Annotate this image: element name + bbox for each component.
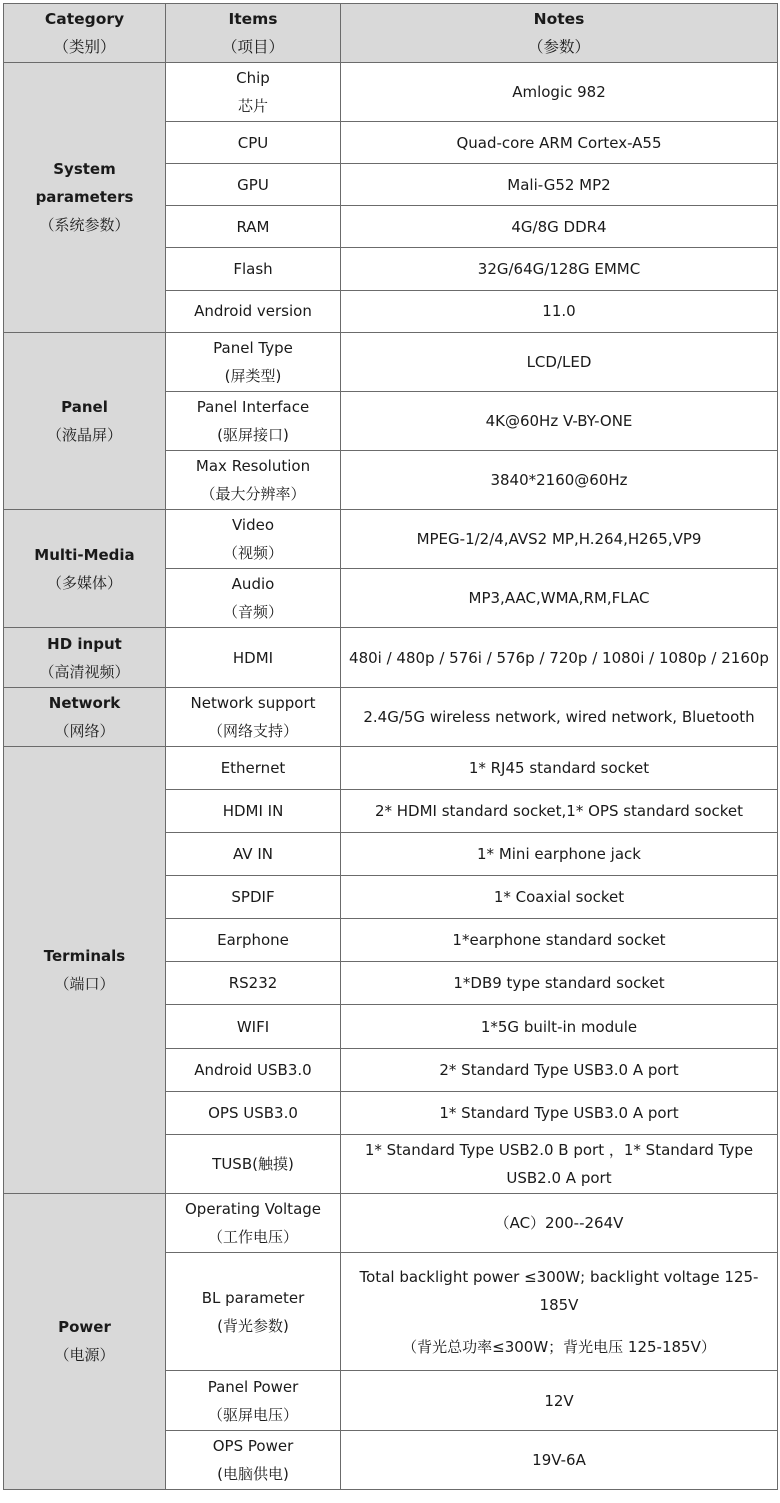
category-label-zh: （电源） [54,1346,115,1365]
item-cell: WIFI [166,1005,341,1048]
item-cell [166,1253,341,1371]
item-label: Panel Power [207,1377,299,1396]
note-cell: Mali-G52 MP2 [341,164,778,206]
note-cell: 4K@60Hz V-BY-ONE [341,391,778,450]
header-category-en: Category [44,10,125,28]
header-category [4,4,166,63]
table-row [4,628,778,687]
note-cell: 2.4G/5G wireless network, wired network, Bluetooth [341,687,778,746]
note-cell: LCD/LED [341,332,778,391]
item-cell: RS232 [166,962,341,1005]
item-label-zh: （工作电压） [207,1228,298,1247]
item-cell [166,687,341,746]
category-panel [4,332,166,509]
note-text-zh: （背光总功率≤300W；背光电压 125-185V） [402,1337,716,1356]
item-label: Max Resolution [195,457,311,476]
header-notes [341,4,778,63]
table-row [4,63,778,122]
category-label-zh: （液晶屏） [46,425,122,444]
category-system-parameters [4,63,166,333]
item-label-zh: (屏类型) [224,366,282,385]
item-label-zh: (电脑供电) [217,1464,289,1483]
note-cell: 480i / 480p / 576i / 576p / 720p / 1080i / 1080p / 2160p [341,628,778,687]
category-network [4,687,166,746]
item-cell: CPU [166,122,341,164]
category-label: Network [48,693,121,712]
note-cell: 1*DB9 type standard socket [341,962,778,1005]
header-items-zh: （项目） [221,38,284,56]
item-label: Audio [231,575,275,594]
note-cell: Amlogic 982 [341,63,778,122]
category-label: Panel [61,397,108,416]
note-cell: 1* Mini earphone jack [341,833,778,876]
header-notes-zh: （参数） [527,38,590,56]
header-items-en: Items [228,10,278,28]
note-cell: 1*earphone standard socket [341,919,778,962]
item-label-zh: （网络支持） [207,721,298,740]
item-cell [166,63,341,122]
note-cell: 2* HDMI standard socket,1* OPS standard socket [341,789,778,832]
item-cell [166,510,341,569]
item-label-zh: (背光参数) [217,1316,289,1335]
note-cell: 1* Standard Type USB2.0 B port ，1* Standard Type USB2.0 A port [341,1134,778,1193]
category-label-zh: （网络） [54,721,115,740]
category-hd-input [4,628,166,687]
note-cell: （AC）200--264V [341,1193,778,1252]
item-cell: Ethernet [166,746,341,789]
note-cell: 4G/8G DDR4 [341,206,778,248]
item-label-zh: 芯片 [237,97,268,116]
category-terminals [4,746,166,1193]
item-cell [166,332,341,391]
note-cell: 1* Standard Type USB3.0 A port [341,1091,778,1134]
table-row [4,1193,778,1252]
item-cell: Android USB3.0 [166,1048,341,1091]
note-cell: MP3,AAC,WMA,RM,FLAC [341,569,778,628]
item-label: Network support [190,693,316,712]
table-row [4,332,778,391]
note-text: Total backlight power ≤300W; backlight voltage 125-185V [359,1267,759,1314]
note-cell: 19V-6A [341,1430,778,1489]
table-row [4,746,778,789]
item-cell: OPS USB3.0 [166,1091,341,1134]
item-cell: Earphone [166,919,341,962]
note-cell: 1*5G built-in module [341,1005,778,1048]
category-multi-media [4,510,166,628]
item-label: Panel Type [213,338,293,357]
item-cell [166,1193,341,1252]
item-cell: Android version [166,290,341,332]
category-label: Multi-Media [34,545,135,564]
item-cell [166,1430,341,1489]
spec-table [3,3,778,1490]
note-cell [341,1253,778,1371]
note-cell: 1* RJ45 standard socket [341,746,778,789]
item-cell: GPU [166,164,341,206]
item-cell: AV IN [166,833,341,876]
item-cell [166,391,341,450]
note-cell: 1* Coaxial socket [341,876,778,919]
category-label: HD input [47,634,122,653]
header-row [4,4,778,63]
header-notes-en: Notes [533,10,585,28]
item-label: Chip [236,69,270,88]
category-label-zh: （系统参数） [39,216,130,235]
item-label-zh: （视频） [222,544,283,563]
item-cell [166,451,341,510]
category-label-zh: （高清视频） [39,662,130,681]
note-cell: 2* Standard Type USB3.0 A port [341,1048,778,1091]
category-label-zh: （端口） [54,974,115,993]
item-label: Operating Voltage [184,1200,322,1219]
item-label: Video [231,516,275,535]
item-label-zh: (驱屏接口) [217,425,289,444]
item-label-zh: （最大分辨率） [200,485,306,504]
category-label-zh: （多媒体） [46,573,122,592]
item-label-zh: （音频） [222,603,283,622]
item-label: Panel Interface [196,397,310,416]
item-cell: HDMI IN [166,789,341,832]
item-cell: RAM [166,206,341,248]
item-cell: Flash [166,248,341,290]
category-label: Power [58,1318,111,1337]
category-label: System parameters [35,160,134,207]
note-cell: 11.0 [341,290,778,332]
table-row [4,687,778,746]
note-cell: MPEG-1/2/4,AVS2 MP,H.264,H265,VP9 [341,510,778,569]
item-cell [166,1371,341,1430]
note-cell: Quad-core ARM Cortex-A55 [341,122,778,164]
note-cell: 32G/64G/128G EMMC [341,248,778,290]
category-label: Terminals [43,946,126,965]
item-label: OPS Power [212,1436,294,1455]
note-cell: 12V [341,1371,778,1430]
item-label-zh: （驱屏电压） [207,1405,298,1424]
header-category-zh: （类别） [53,38,116,56]
note-cell: 3840*2160@60Hz [341,451,778,510]
category-power [4,1193,166,1489]
item-cell: HDMI [166,628,341,687]
item-label: BL parameter [201,1288,305,1307]
item-cell: SPDIF [166,876,341,919]
item-cell: TUSB(触摸) [166,1134,341,1193]
header-items [166,4,341,63]
item-cell [166,569,341,628]
table-row [4,510,778,569]
